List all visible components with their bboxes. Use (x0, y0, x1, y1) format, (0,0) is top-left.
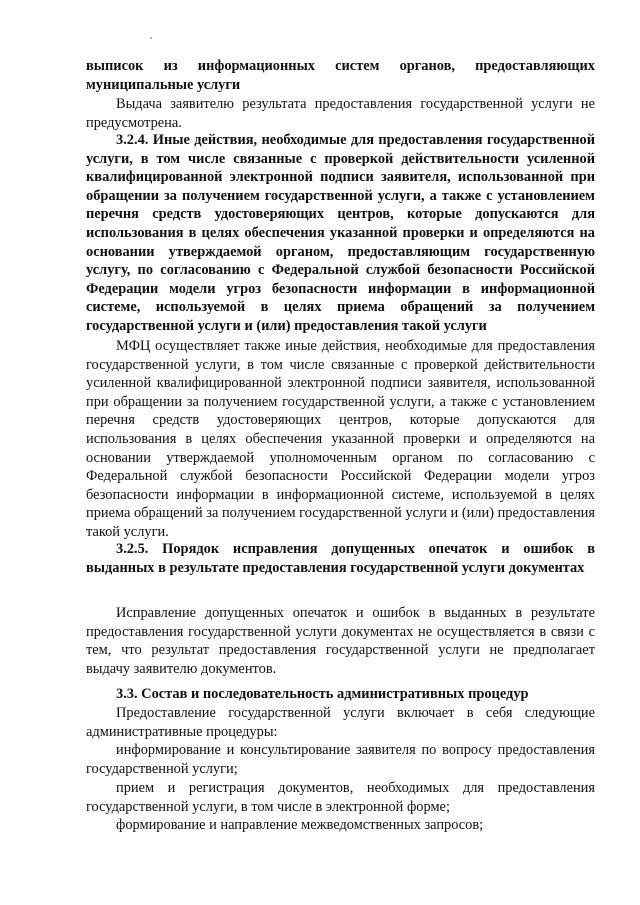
section-3-2-4-heading: 3.2.4. Иные действия, необходимые для предоставления государственной услуги, в том числе связанные с проверкой действительности усиленной квалифицированной электронной подписи заявителя, использованной при обращении за получением государственной услуги, а также с установлением перечня средств удостоверяющих центров, которые допускаются для использования в целях обеспечения указанной проверки и определяются на основании утверждаемой органом, предоставляющим государственную услугу, по согласованию с Федеральной службой безопасности Российской Федерации модели угроз безопасности информации в информационной системе, используемой в целях приема обращений за получением государственной услуги и (или) предоставления такой услуги (86, 132, 595, 334)
list-item-informing-block (86, 741, 595, 778)
section-3-2-5-heading: 3.2.5. Порядок исправления допущенных опечаток и ошибок в выданных в результате предоставления государственной услуги документах (86, 541, 595, 576)
list-item-registration: прием и регистрация документов, необходимых для предоставления государственной услуги, в том числе в электронной форме; (86, 780, 595, 815)
section-3-3-heading: 3.3. Состав и последовательность административных процедур (116, 686, 529, 702)
section-3-2-5-block (86, 540, 595, 577)
list-item-registration-block (86, 779, 595, 816)
paragraph-intro: выписок из информационных систем органов, предоставляющих муниципальные услуги (86, 58, 595, 93)
section-3-2-4-block (86, 131, 595, 336)
paragraph-mfc: МФЦ осуществляет также иные действия, необходимые для предоставления государственной услуги, в том числе связанные с проверкой действительности усиленной квалифицированной электронной подписи заявителя, использованной при обращении за получением государственной услуги, а также с установлением перечня средств удостоверяющих центров, которые допускаются для использования в целях обеспечения указанной проверки и определяются на основании утверждаемой уполномоченным органом по согласованию с Федеральной службой безопасности Российской Федерации модели угроз безопасности информации в информационной системе, используемой в целях приема обращений за получением государственной услуги и (или) предоставления такой услуги. (86, 338, 595, 540)
section-3-3-block (86, 685, 595, 704)
paragraph-correction: Исправление допущенных опечаток и ошибок в выданных в результате предоставления государственной услуги документах не осуществляется в связи с тем, что результат предоставления государственной услуги не предполагает выдачу заявителю документов. (86, 605, 595, 677)
paragraph-includes-block (86, 704, 595, 741)
paragraph-intro-block (86, 57, 595, 94)
paragraph-mfc-block (86, 337, 595, 542)
list-item-requests: формирование и направление межведомственных запросов; (116, 817, 484, 833)
paragraph-includes: Предоставление государственной услуги включает в себя следующие административные процедуры: (86, 705, 595, 740)
list-item-informing: информирование и консультирование заявителя по вопросу предоставления государственной услуги; (86, 742, 595, 777)
scan-mark (150, 37, 152, 39)
paragraph-correction-block (86, 604, 595, 678)
paragraph-issue: Выдача заявителю результата предоставления государственной услуги не предусмотрена. (86, 96, 595, 131)
paragraph-issue-block (86, 95, 595, 132)
list-item-requests-block (86, 816, 595, 835)
